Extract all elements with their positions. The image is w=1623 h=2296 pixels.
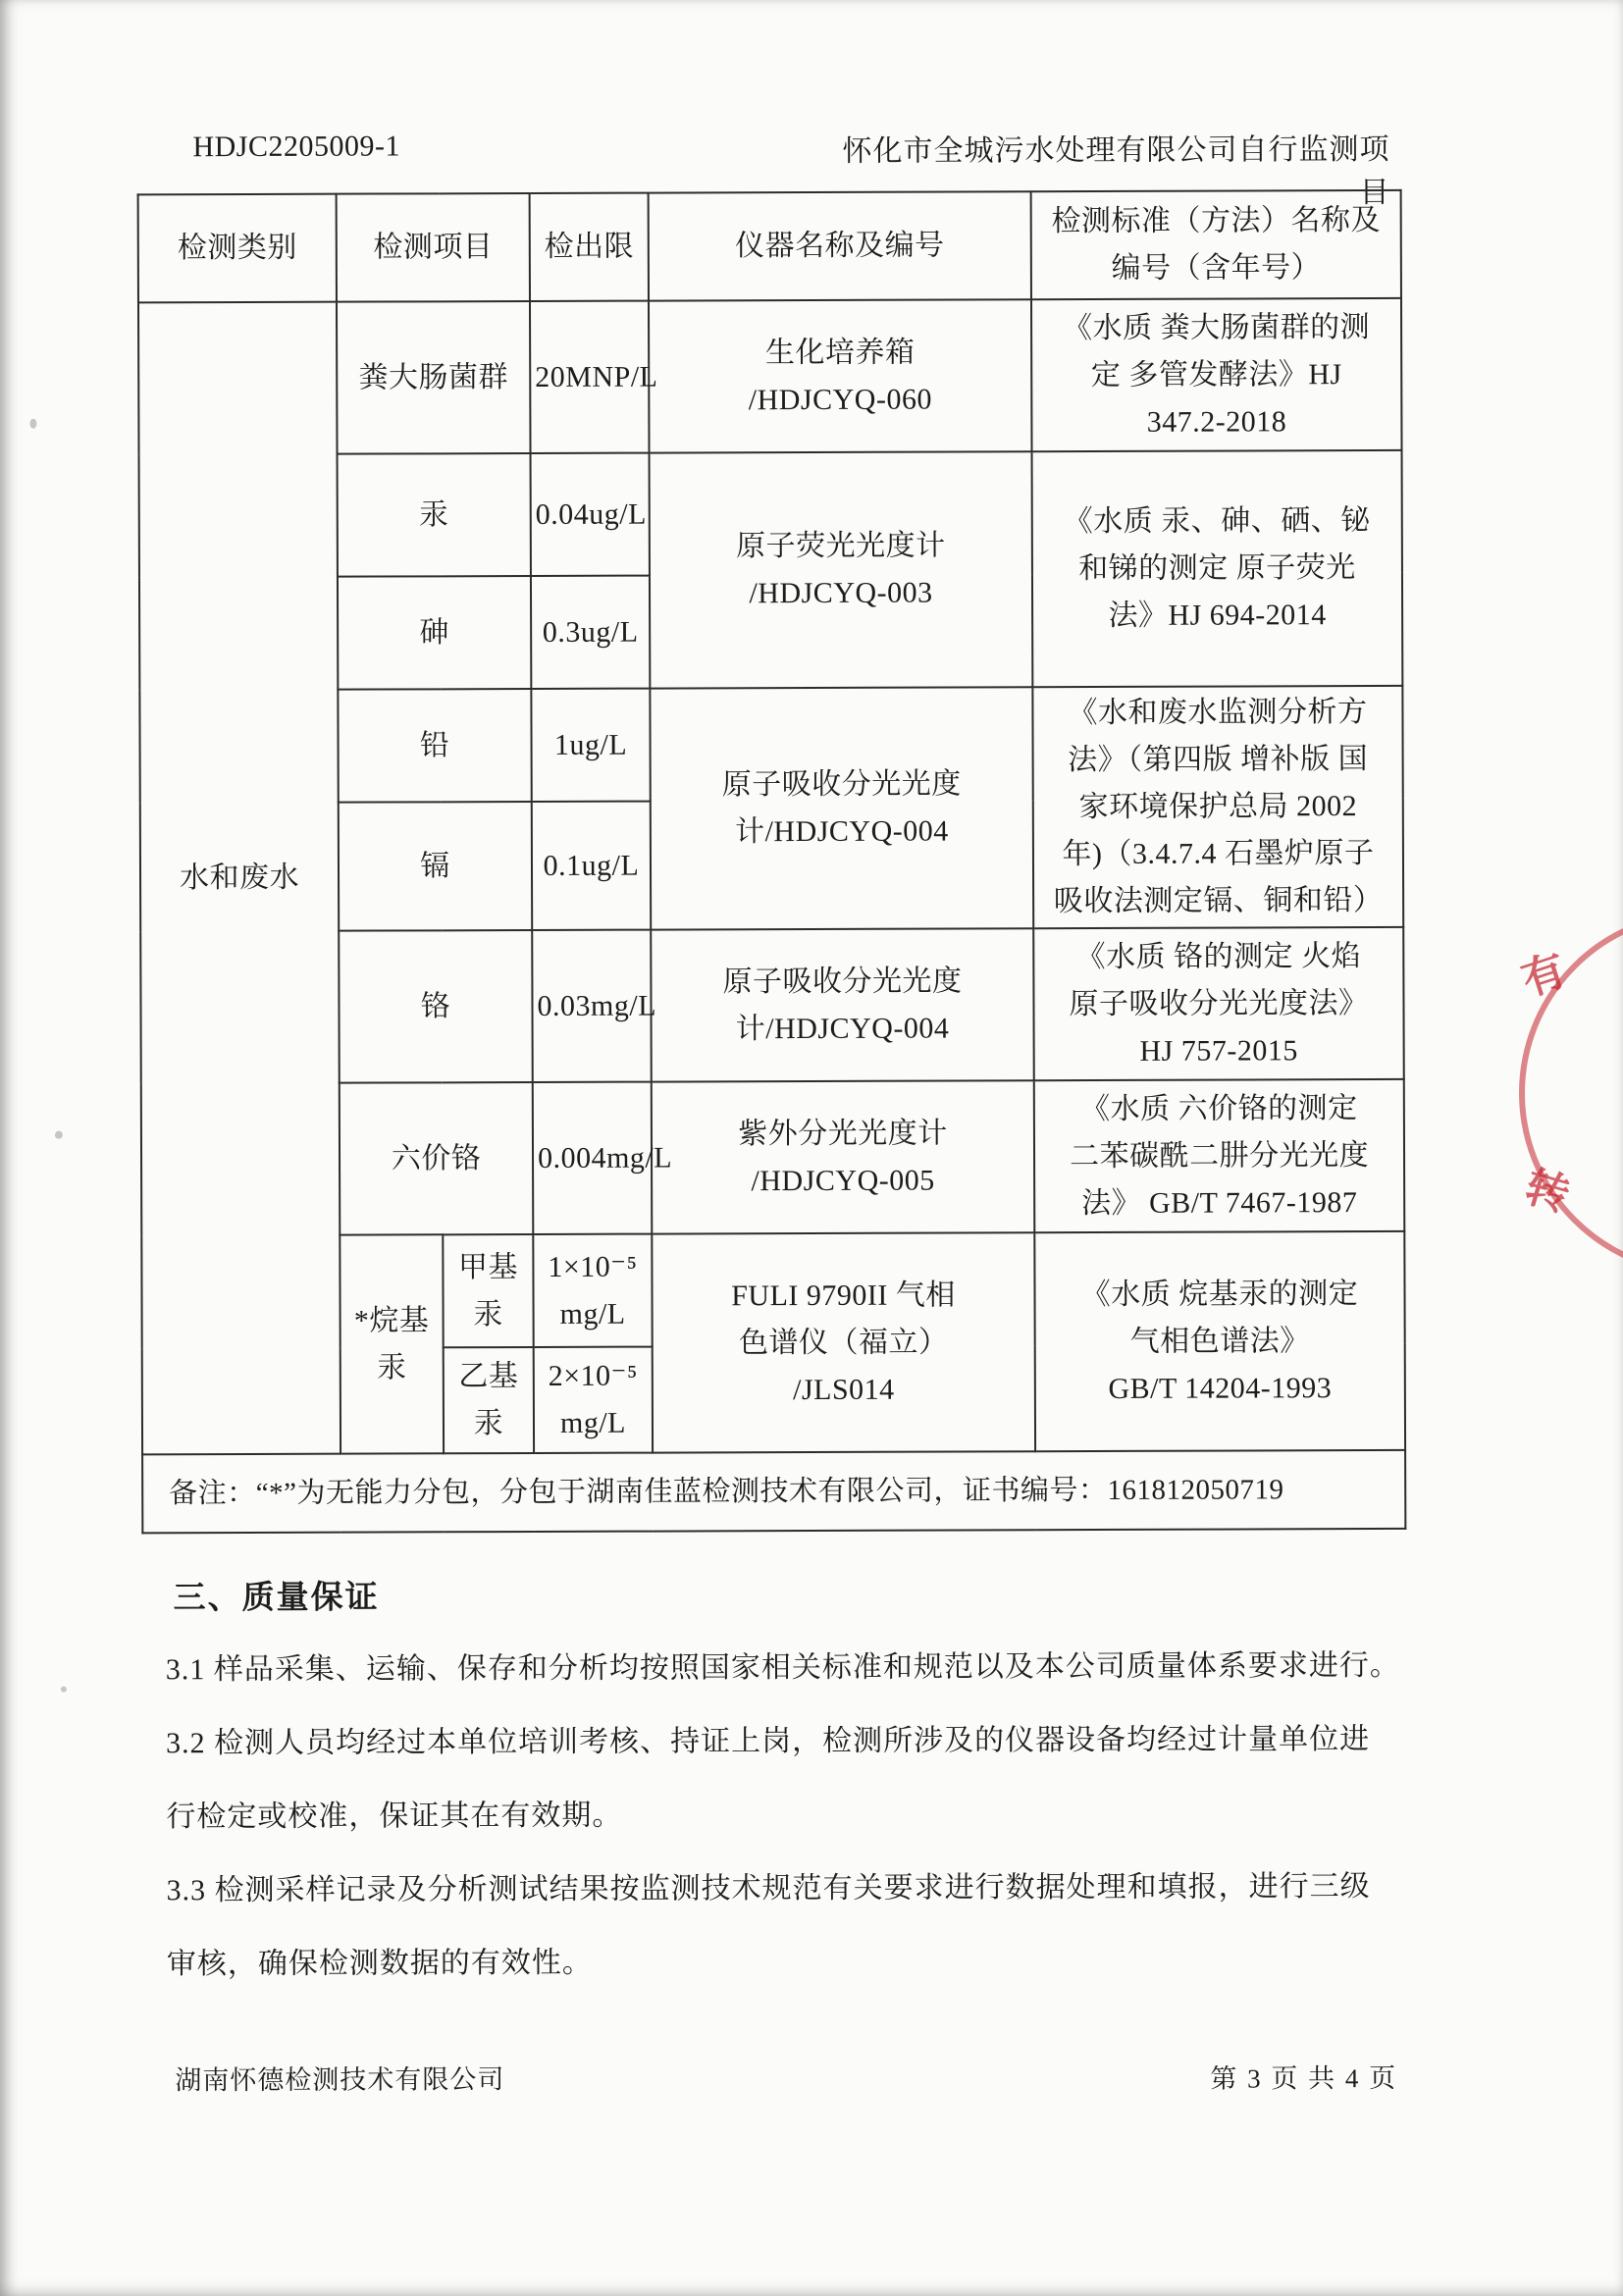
header-cell-instrument: 仪器名称及编号 [649, 191, 1031, 300]
cell-item-mercury: 汞 [338, 453, 531, 577]
cell-item-ethyl-mercury: 乙基汞 [444, 1347, 534, 1453]
cell-standard-hj-347: 《水质 粪大肠菌群的测 定 多管发酵法》HJ 347.2-2018 [1031, 298, 1402, 451]
cell-limit-cadmium: 0.1ug/L [532, 802, 651, 930]
cell-limit-methyl-mercury: 1×10⁻⁵ mg/L [533, 1234, 652, 1347]
table-header-row [138, 190, 1401, 302]
header-cell-category: 检测类别 [138, 194, 337, 303]
cell-item-hexavalent-chromium: 六价铬 [340, 1082, 534, 1235]
cell-limit-hexavalent-chromium: 0.004mg/L [533, 1082, 653, 1234]
table-note-row [142, 1450, 1405, 1533]
stamp-character-fragment: 转 [1519, 1162, 1575, 1221]
footer-company-name: 湖南怀德检测技术有限公司 [175, 2064, 505, 2096]
cell-item-cadmium: 镉 [339, 802, 532, 931]
cell-standard-hj-757: 《水质 铬的测定 火焰 原子吸收分光光度法》 HJ 757-2015 [1033, 927, 1404, 1080]
scan-speck [61, 1687, 67, 1693]
cell-instrument-uv-spectrophotometer: 紫外分光光度计 /HDJCYQ-005 [652, 1080, 1035, 1233]
scan-speck [55, 1131, 63, 1139]
cell-instrument-incubator: 生化培养箱 /HDJCYQ-060 [649, 299, 1032, 452]
cell-limit-chromium: 0.03mg/L [532, 930, 652, 1082]
cell-limit-mercury: 0.04ug/L [531, 453, 650, 576]
header-cell-item: 检测项目 [337, 193, 530, 302]
report-number: HDJC2205009-1 [192, 130, 401, 164]
header-cell-standard: 检测标准（方法）名称及 编号（含年号） [1031, 190, 1401, 299]
scan-speck [29, 419, 36, 429]
cell-item-chromium: 铬 [339, 930, 533, 1083]
cell-standard-hj-694: 《水质 汞、砷、硒、铋 和锑的测定 原子荧光 法》HJ 694-2014 [1032, 450, 1403, 687]
table-row [138, 298, 1402, 454]
cell-item-methyl-mercury: 甲基汞 [443, 1234, 533, 1347]
stamp-character-fragment: 有 [1515, 946, 1572, 1006]
cell-instrument-aas-004b: 原子吸收分光光度 计/HDJCYQ-004 [651, 928, 1034, 1081]
cell-standard-water-wastewater-methods: 《水和废水监测分析方 法》（第四版 增补版 国 家环境保护总局 2002 年)（3.4.7.4 石墨炉原子 吸收法测定镉、铜和铅） [1032, 686, 1403, 928]
cell-instrument-gas-chromatograph: FULI 9790II 气相 色谱仪（福立） /JLS014 [652, 1232, 1035, 1452]
cell-limit-arsenic: 0.3ug/L [531, 576, 650, 689]
qa-paragraph-3-1: 3.1 样品采集、运输、保存和分析均按照国家相关标准和规范以及本公司质量体系要求进行。 [165, 1648, 1400, 1687]
cell-limit-ethyl-mercury: 2×10⁻⁵ mg/L [534, 1347, 653, 1453]
cell-standard-gbt-7467: 《水质 六价铬的测定 二苯碳酰二肼分光光度 法》 GB/T 7467-1987 [1034, 1079, 1405, 1232]
cell-item-fecal-coliform: 粪大肠菌群 [337, 301, 531, 454]
cell-limit-lead: 1ug/L [531, 689, 650, 803]
cell-category-water-wastewater: 水和废水 [138, 302, 340, 1455]
cell-instrument-aas-004: 原子吸收分光光度 计/HDJCYQ-004 [650, 687, 1033, 929]
header-cell-limit: 检出限 [530, 193, 649, 301]
cell-item-arsenic: 砷 [338, 576, 531, 690]
project-title: 怀化市全城污水处理有限公司自行监测项目 [842, 132, 1390, 210]
cell-standard-gbt-14204: 《水质 烷基汞的测定 气相色谱法》 GB/T 14204-1993 [1034, 1231, 1405, 1451]
section-heading-quality-assurance: 三、质量保证 [173, 1580, 380, 1617]
cell-instrument-atomic-fluorescence: 原子荧光光度计 /HDJCYQ-003 [650, 451, 1033, 688]
cell-limit-fecal-coliform: 20MNP/L [530, 301, 650, 453]
qa-paragraph-3-2: 3.2 检测人员均经过本单位培训考核、持证上岗，检测所涉及的仪器设备均经过计量单位进 行检定或校准，保证其在有效期。 [166, 1723, 1371, 1834]
qa-paragraph-3-3: 3.3 检测采样记录及分析测试结果按监测技术规范有关要求进行数据处理和填报，进行三级 审核，确保检测数据的有效性。 [166, 1870, 1371, 1981]
footer-page-number: 第 3 页 共 4 页 [1210, 2062, 1398, 2094]
quality-assurance-section [166, 1629, 1472, 2002]
cell-item-lead: 铅 [338, 689, 531, 803]
monitoring-items-table [137, 189, 1407, 1534]
note-subcontracting: 备注：“*”为无能力分包，分包于湖南佳蓝检测技术有限公司，证书编号：161812050719 [142, 1450, 1405, 1533]
cell-group-alkyl-mercury: *烷基汞 [340, 1234, 444, 1453]
